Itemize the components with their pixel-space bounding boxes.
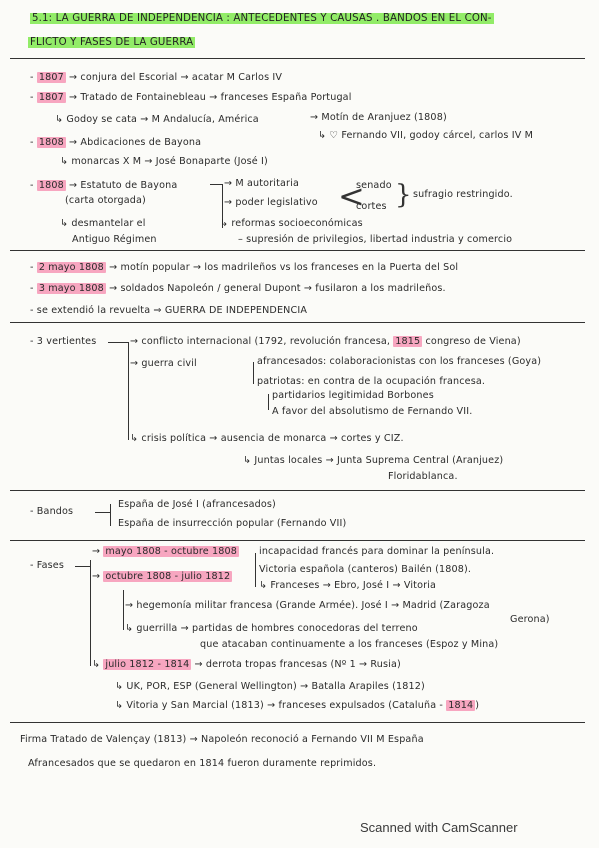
bando-insurreccion: España de insurrección popular (Fernando VII) <box>118 518 347 529</box>
fase1-victoria: Victoria española (canteros) Bailén (1808). <box>259 564 472 575</box>
tratado-valencay: Firma Tratado de Valençay (1813) → Napoleón reconoció a Fernando VII M España <box>20 734 424 745</box>
afrancesados: afrancesados: colaboracionistas con los franceses (Goya) <box>257 356 542 367</box>
row-conjura: - 1807 → conjura del Escorial → acatar M Carlos IV <box>30 72 283 83</box>
brace-curly: } <box>395 180 412 210</box>
fase3-vitoria: ↳ Vitoria y San Marcial (1813) → franceses expulsados (Cataluña - 1814 ) <box>115 700 480 711</box>
reformas: ↳ reformas socioeconómicas <box>220 218 363 229</box>
row-bayona: - 1808 → Abdicaciones de Bayona <box>30 137 202 148</box>
row-fontainebleau: - 1807 → Tratado de Fontainebleau → franceses España Portugal <box>30 92 352 103</box>
estatuto-m: → M autoritaria <box>224 178 299 189</box>
vert-bracket <box>128 342 129 440</box>
absolutismo: A favor del absolutismo de Fernando VII. <box>272 406 473 417</box>
divider <box>10 322 585 323</box>
fase3-wellington: ↳ UK, POR, ESP (General Wellington) → Batalla Arapiles (1812) <box>115 681 425 692</box>
fases-bracket <box>90 560 91 666</box>
fases-label: - Fases <box>30 560 64 571</box>
bandos-label: - Bandos <box>30 506 74 517</box>
fase2-hegemonia: → hegemonía militar francesa (Grande Armée). José I → Madrid (Zaragoza <box>125 600 490 611</box>
desmantelar-1: ↳ desmantelar el <box>60 218 146 229</box>
divider <box>10 540 585 541</box>
row-estatuto: - 1808 → Estatuto de Bayona <box>30 180 178 191</box>
estatuto-bracket-top <box>210 184 222 185</box>
bandos-bracket <box>110 504 111 526</box>
patriotas-bracket <box>268 394 269 410</box>
vert-connector <box>108 342 128 343</box>
fase1-ebro: ↳ Franceses → Ebro, José I → Vitoria <box>259 580 437 591</box>
cortes: cortes <box>356 201 387 212</box>
divider <box>10 722 585 723</box>
row-fernando: ↳ ♡ Fernando VII, godoy cárcel, carlos IV M <box>318 130 534 141</box>
fase1-incapacidad: incapacidad francés para dominar la península. <box>259 546 495 557</box>
vertiente-internacional: → conflicto internacional (1792, revolución francesa, 1815 congreso de Viena) <box>130 336 521 347</box>
fase-1: → mayo 1808 - octubre 1808 <box>92 546 237 557</box>
estatuto-poder: → poder legislativo <box>224 197 318 208</box>
fase2-gerona: Gerona) <box>510 614 550 625</box>
fase-2: → octubre 1808 - julio 1812 <box>92 571 231 582</box>
divider <box>10 490 585 491</box>
fase-3: ↳ julio 1812 - 1814 → derrota tropas francesas (Nº 1 → Rusia) <box>92 659 401 670</box>
estatuto-sub: (carta otorgada) <box>65 195 146 206</box>
senado: senado <box>356 180 392 191</box>
vertiente-civil: → guerra civil <box>130 358 197 369</box>
vertiente-crisis: ↳ crisis política → ausencia de monarca → cortes y CIZ. <box>130 433 404 444</box>
fase2-atacaban: que atacaban continuamente a los franceses (Espoz y Mina) <box>200 639 499 650</box>
sufragio: sufragio restringido. <box>413 189 513 200</box>
borbones: partidarios legitimidad Borbones <box>272 390 434 401</box>
floridablanca: Floridablanca. <box>388 471 458 482</box>
title-line-2: FLICTO Y FASES DE LA GUERRA <box>30 37 194 48</box>
supresion: – supresión de privilegios, libertad industria y comercio <box>238 234 513 245</box>
row-monarcas: ↳ monarcas X M → José Bonaparte (José I) <box>60 156 268 167</box>
title-line-1: 5.1: LA GUERRA DE INDEPENDENCIA : ANTECEDENTES Y CAUSAS . BANDOS EN EL CON- <box>32 13 492 24</box>
afrancesados-reprimidos: Afrancesados que se quedaron en 1814 fueron duramente reprimidos. <box>28 758 377 769</box>
patriotas: patriotas: en contra de la ocupación francesa. <box>257 376 486 387</box>
row-2-mayo: - 2 mayo 1808 → motín popular → los madrileños vs los franceses en la Puerta del Sol <box>30 262 459 273</box>
fase2-guerrilla: ↳ guerrilla → partidas de hombres conocedoras del terreno <box>125 623 418 634</box>
divider <box>10 58 585 59</box>
camscanner-watermark: Scanned with CamScanner <box>360 820 518 835</box>
fase2-bracket <box>123 590 124 630</box>
row-aranjuez: → Motín de Aranjuez (1808) <box>310 112 447 123</box>
bando-jose: España de José I (afrancesados) <box>118 499 276 510</box>
row-godoy: ↳ Godoy se cata → M Andalucía, América <box>55 114 259 125</box>
divider <box>10 250 585 251</box>
fases-connector <box>75 566 90 567</box>
row-revuelta: - se extendió la revuelta ⇒ GUERRA DE INDEPENDENCIA <box>30 305 308 316</box>
row-3-mayo: - 3 mayo 1808 → soldados Napoleón / general Dupont → fusilaron a los madrileños. <box>30 283 446 294</box>
bandos-connector <box>95 512 110 513</box>
civil-bracket <box>253 362 254 384</box>
juntas: ↳ Juntas locales → Junta Suprema Central (Aranjuez) <box>243 455 504 466</box>
vertientes-label: - 3 vertientes <box>30 336 97 347</box>
brace-left: < <box>338 177 365 215</box>
desmantelar-2: Antiguo Régimen <box>72 234 157 245</box>
fase1-bracket <box>255 553 256 587</box>
